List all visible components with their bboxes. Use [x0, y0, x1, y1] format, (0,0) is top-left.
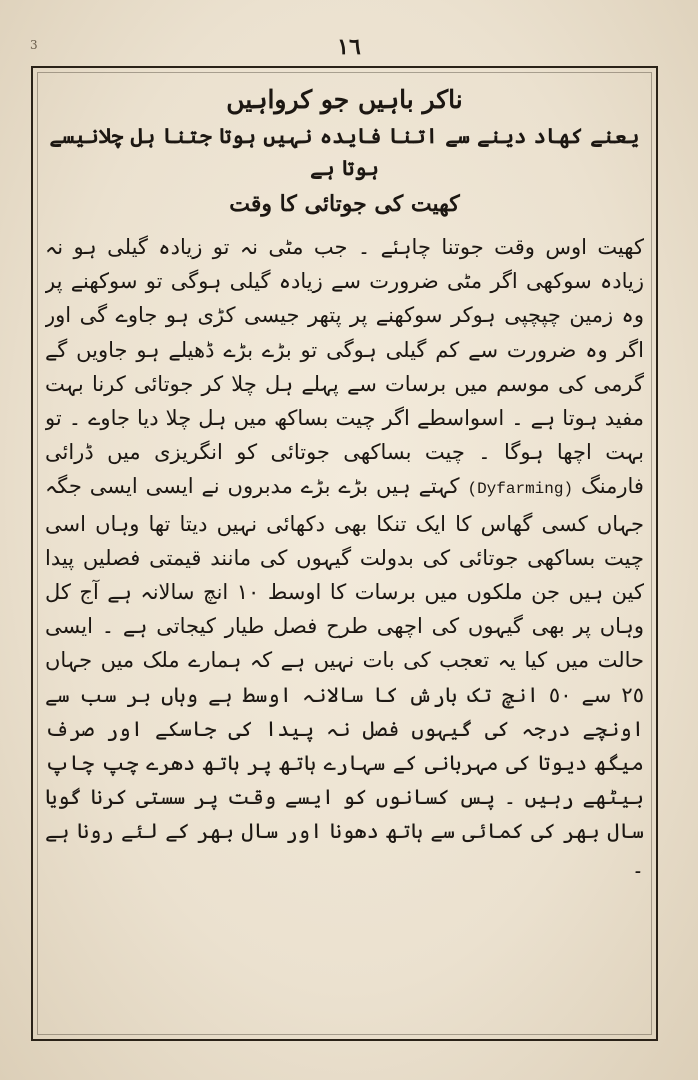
- body-text-part-2: کہتے ہیں بڑے بڑے مدبروں نے ایسی ایسی جگہ جہاں کسی گھاس کا ایک تنکا بھی دکھائی نہیں دیتا تھا وہاں اسی چیت بساکھی جوتائی کی بدولت گیہوں کی مانند قیمتی فصلیں پیدا کین ہیں جن ملکوں میں برسات کا اوسط ١٠ انچ سالانہ ہے آج کل وہاں پر بھی گیہوں کی اچھی طرح فصل طیار کیجاتی ہے ۔ ایسی حالت میں کیا یہ تعجب کی بات نہیں ہے کہ ہمارے ملک میں جہاں ٢٥ سے ٥٠ انچ تک بارش کا سالانہ اوسط ہے وہاں بر سب سے اونچے درجہ کی گیہوں فصل نہ پیدا کی جاسکے اور صرف میگھ دیوتا کی مہربانی کے سہارے ہاتھ پر ہاتھ دھرے چپ چاپ بیٹھے رہیں ۔ پس کسانوں کو ایسے وقت پر سستی کرنا گویا سال بھر کی کمائی سے ہاتھ دھونا اور سال بھر کے لئے رونا ہے ۔: [45, 474, 644, 878]
- corner-mark: 3: [30, 38, 38, 52]
- latin-term: (Dyfarming): [467, 480, 574, 499]
- body-text-part-1: کھیت اوس وقت جوتنا چاہئے ۔ جب مٹی نہ تو زیادہ گیلی ہو نہ زیادہ سوکھی اگر مٹی ضرورت سے زیادہ گیلی ہوگی تو سوکھنے پر وہ زمین چپچپی ہوکر سوکھنے پر پتھر جیسی کڑی ہو جاوے گی اور اگر وہ ضرورت سے کم گیلی ہوگی تو بڑے بڑے ڈھیلے ہو جاویں گے گرمی کی موسم میں برسات سے پہلے ہل چلا کر جوتائی کرنا بہت مفید ہوتا ہے ۔ اسواسطے اگر چیت بساکھ میں ہل چلا دیا جاوے ۔ تو بہت اچھا ہوگا ۔ چیت بساکھی جوتائی کو انگریزی میں ڈرائی فارمنگ: [45, 235, 644, 499]
- text-frame: [31, 66, 658, 1041]
- article-heading: ناکر باہیں جو کرواہیں: [226, 85, 463, 114]
- article-subheading: یعنے کھاد دینے سے اتنا فایدہ نہیں ہوتا جتنا ہل چلانیسے ہوتا ہے: [49, 123, 640, 180]
- section-title: کھیت کی جوتائی کا وقت: [229, 191, 460, 217]
- body-paragraph: [45, 230, 644, 883]
- page-number: ١٦: [337, 34, 361, 60]
- article-body: [45, 82, 644, 1025]
